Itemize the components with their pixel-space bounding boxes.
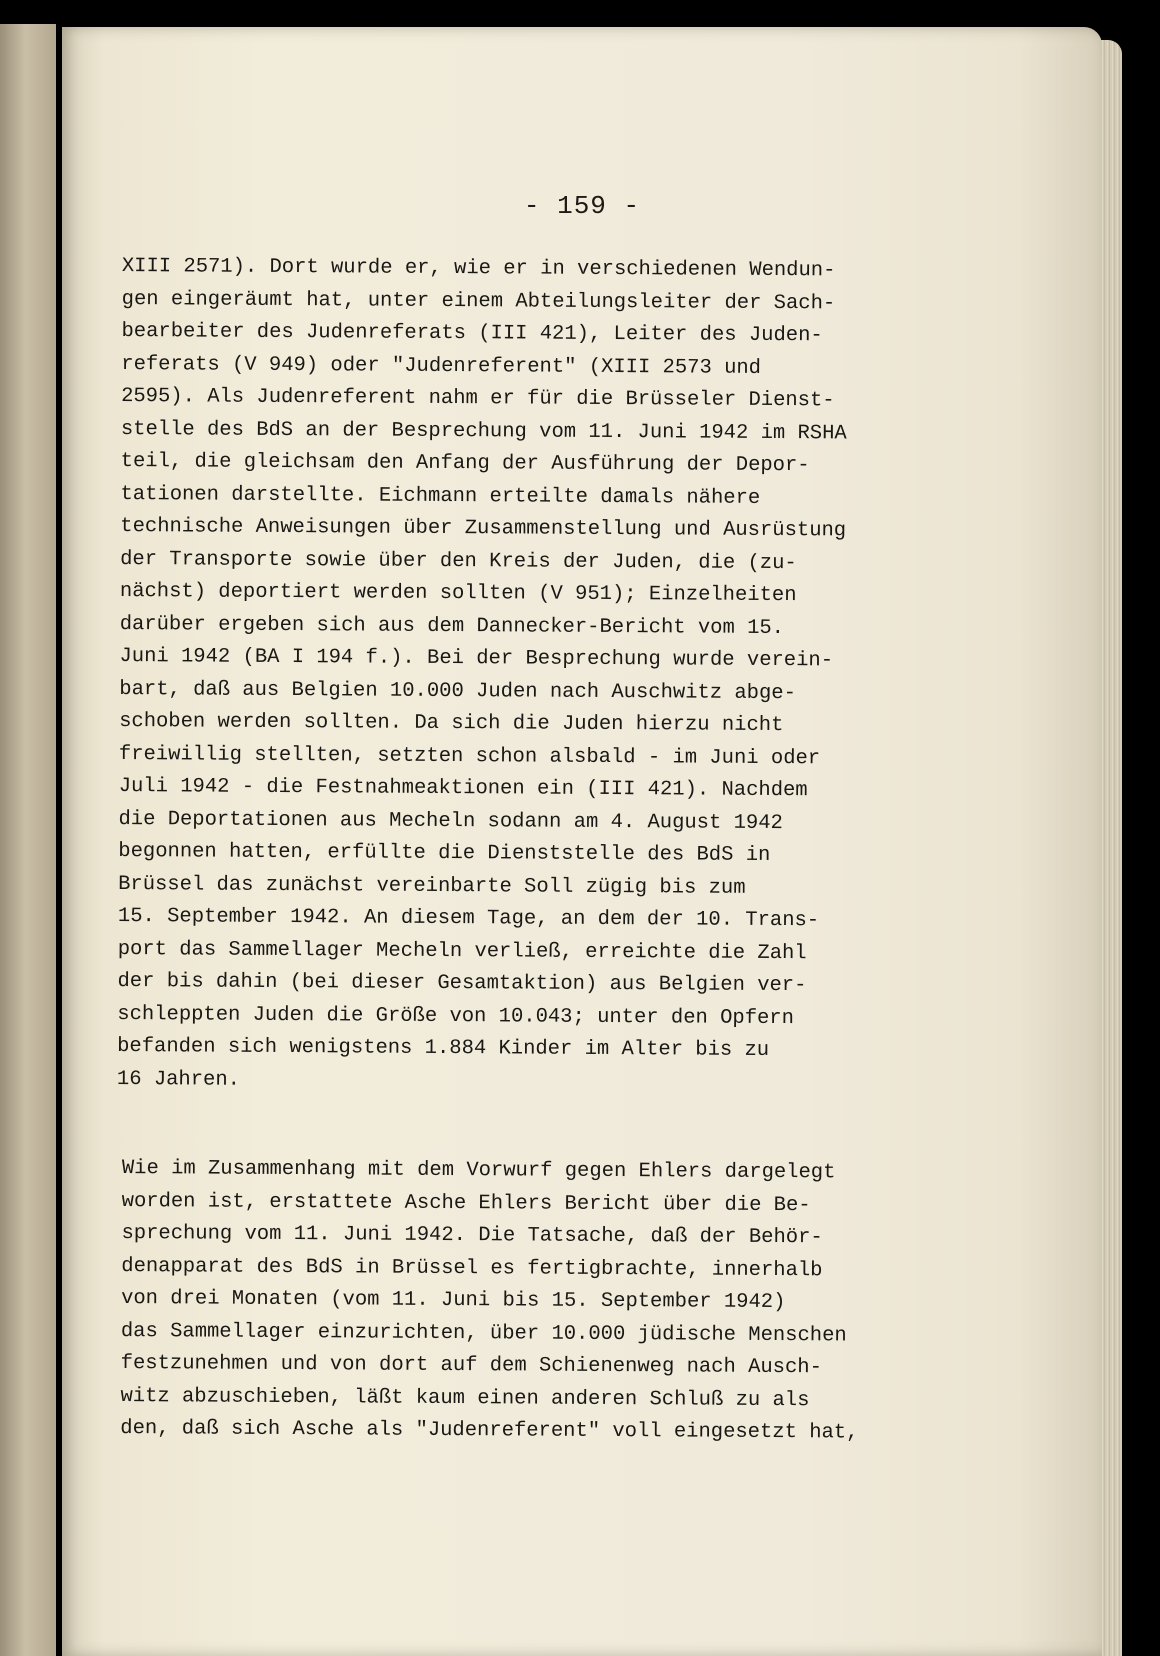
text-line: 15. September 1942. An diesem Tage, an dem der 10. Trans-	[117, 904, 820, 933]
text-line: port das Sammellager Mecheln verließ, erreichte die Zahl	[117, 937, 807, 965]
paragraph-2	[120, 1153, 860, 1450]
text-line: 16 Jahren.	[116, 1067, 241, 1092]
page-number: - 159 -	[523, 191, 641, 221]
document-page	[62, 27, 1102, 1656]
text-line: teil, die gleichsam den Anfang der Ausführung der Depor-	[120, 449, 810, 478]
text-line: festzunehmen und von dort auf dem Schienenweg nach Ausch-	[120, 1351, 822, 1380]
text-line: Juli 1942 - die Festnahmeaktionen ein (III 421). Nachdem	[118, 774, 808, 803]
text-line: die Deportationen aus Mecheln sodann am 4. August 1942	[118, 807, 783, 835]
text-line: der Transporte sowie über den Kreis der Juden, die (zu-	[120, 547, 797, 575]
text-line: gen eingeräumt hat, unter einem Abteilungsleiter der Sach-	[121, 287, 836, 315]
text-line: 2595). Als Judenreferent nahm er für die Brüsseler Dienst-	[121, 384, 835, 413]
text-line: tationen darstellte. Eichmann erteilte damals nähere	[120, 482, 761, 510]
text-line: bearbeiter des Judenreferats (III 421), Leiter des Juden-	[121, 319, 823, 348]
text-line: befanden sich wenigstens 1.884 Kinder im Alter bis zu	[117, 1034, 770, 1062]
text-line: freiwillig stellten, setzten schon alsbald - im Juni oder	[118, 742, 821, 770]
text-line: der bis dahin (bei dieser Gesamtaktion) aus Belgien ver-	[117, 969, 807, 998]
previous-page-edge	[0, 24, 56, 1656]
text-line: worden ist, erstattete Asche Ehlers Bericht über die Be-	[121, 1189, 811, 1217]
paragraph-1	[117, 251, 848, 1100]
text-line: begonnen hatten, erfüllte die Dienststelle des BdS in	[118, 839, 771, 867]
text-line: schoben werden sollten. Da sich die Juden hierzu nicht	[119, 709, 784, 738]
text-line: sprechung vom 11. Juni 1942. Die Tatsache, daß der Behör-	[121, 1221, 823, 1250]
text-line: technische Anweisungen über Zusammenstellung und Ausrüstung	[120, 514, 847, 543]
text-line: von drei Monaten (vom 11. Juni bis 15. September 1942)	[121, 1286, 786, 1315]
text-line: XIII 2571). Dort wurde er, wie er in verschiedenen Wendun-	[121, 254, 836, 283]
text-line: darüber ergeben sich aus dem Dannecker-Bericht vom 15.	[119, 612, 785, 640]
text-line: witz abzuschieben, läßt kaum einen anderen Schluß zu als	[120, 1384, 810, 1412]
text-line: schleppten Juden die Größe von 10.043; unter den Opfern	[117, 1002, 795, 1030]
text-line: Brüssel das zunächst vereinbarte Soll zügig bis zum	[118, 872, 746, 900]
text-line: Wie im Zusammenhang mit dem Vorwurf gegen Ehlers dargelegt	[121, 1156, 836, 1185]
text-line: Juni 1942 (BA I 194 f.). Bei der Besprechung wurde verein-	[119, 644, 834, 673]
text-line: das Sammellager einzurichten, über 10.000 jüdische Menschen	[120, 1319, 847, 1347]
text-line: bart, daß aus Belgien 10.000 Juden nach Auschwitz abge-	[119, 677, 797, 705]
text-line: denapparat des BdS in Brüssel es fertigbrachte, innerhalb	[121, 1254, 823, 1282]
text-line: referats (V 949) oder "Judenreferent" (XIII 2573 und	[121, 352, 762, 380]
text-line: den, daß sich Asche als "Judenreferent" voll eingesetzt hat,	[120, 1416, 859, 1445]
text-line: stelle des BdS an der Besprechung vom 11. Juni 1942 im RSHA	[120, 417, 847, 445]
text-line: nächst) deportiert werden sollten (V 951); Einzelheiten	[119, 579, 797, 608]
